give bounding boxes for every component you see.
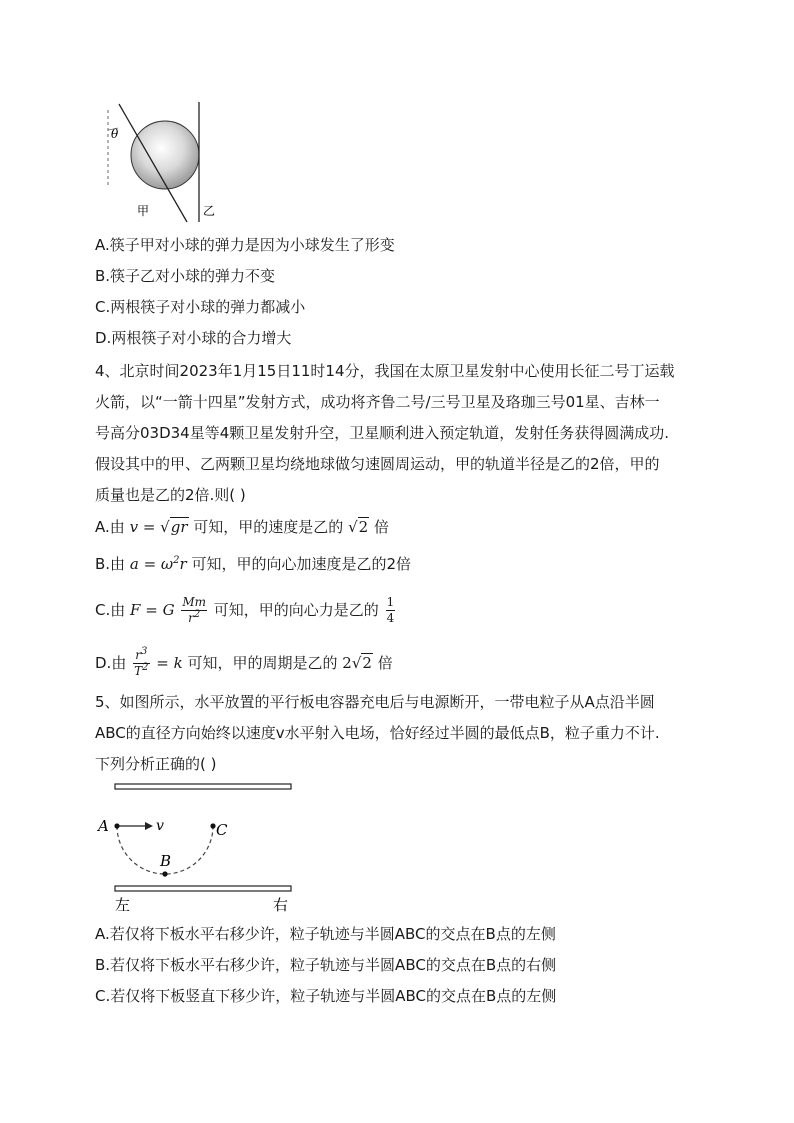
q4-option-a-post: 可知，甲的速度是乙的 xyxy=(193,518,344,536)
q4-option-b: B.由 $a = \omega^2r$ 可知，甲的向心加速度是乙的2倍 xyxy=(95,555,412,573)
upper-plate xyxy=(115,784,291,789)
q3-option-a: A.筷子甲对小球的弹力是因为小球发生了形变 xyxy=(95,236,395,254)
label-a: A xyxy=(98,817,109,835)
q5-line-1: 5、如图所示，水平放置的平行板电容器充电后与电源断开，一带电粒子从A点沿半圆 xyxy=(95,693,655,711)
lower-plate xyxy=(115,886,291,891)
q4-option-a-end: 倍 xyxy=(373,518,389,536)
point-a xyxy=(114,823,119,828)
q3-option-d: D.两根筷子对小球的合力增大 xyxy=(95,329,292,347)
q4-option-c-post: 可知，甲的向心力是乙的 xyxy=(213,601,379,619)
q4-option-d-formula: $\frac{r^3}{T^2}$ xyxy=(134,646,149,678)
q4-option-d-end: 倍 xyxy=(377,654,393,672)
q4-option-b-post: 可知，甲的向心加速度是乙的2倍 xyxy=(191,555,412,573)
q4-option-c-formula: F xyxy=(130,601,141,619)
q4-line-4: 假设其中的甲、乙两颗卫星均绕地球做匀速圆周运动，甲的轨道半径是乙的2倍，甲的 xyxy=(95,455,660,473)
capacitor-figure xyxy=(95,780,305,915)
q4-option-c-value: $\frac{1}{4}$ xyxy=(386,595,395,625)
q4-option-a-pre: A.由 xyxy=(95,518,125,536)
q4-option-c: C.由 F = G $\frac{Mm}{r^2}$ 可知，甲的向心力是乙的 $\frac{1}{4}$ xyxy=(95,595,395,625)
q4-option-d: D.由 $\frac{r^3}{T^2}$ = k 可知，甲的周期是乙的 2√2 倍 xyxy=(95,646,393,678)
q4-line-1: 4、北京时间2023年1月15日11时14分，我国在太原卫星发射中心使用长征二号丁运载 xyxy=(95,362,675,380)
q5-option-c: C.若仅将下板竖直下移少许，粒子轨迹与半圆ABC的交点在B点的左侧 xyxy=(95,987,557,1005)
q5-option-b: B.若仅将下板水平右移少许，粒子轨迹与半圆ABC的交点在B点的右侧 xyxy=(95,956,557,974)
ball xyxy=(131,121,199,189)
q4-option-c-pre: C.由 xyxy=(95,601,126,619)
q4-line-3: 号高分03D34星等4颗卫星发射升空，卫星顺利进入预定轨道，发射任务获得圆满成功. xyxy=(95,424,670,442)
velocity-arrowhead xyxy=(145,822,153,830)
q3-option-b: B.筷子乙对小球的弹力不变 xyxy=(95,267,276,285)
label-b: B xyxy=(160,852,172,870)
label-left: 左 xyxy=(115,896,131,914)
q4-option-a-formula: v xyxy=(129,518,139,536)
q4-option-b-pre: B.由 xyxy=(95,555,126,573)
q4-option-d-pre: D.由 xyxy=(95,654,127,672)
q4-option-b-formula: a xyxy=(129,555,139,573)
q4-line-2: 火箭，以“一箭十四星”发射方式，成功将齐鲁二号/三号卫星及珞珈三号01星、吉林一 xyxy=(95,393,660,411)
q4-option-a-value: √2 xyxy=(348,518,369,536)
q5-option-a: A.若仅将下板水平右移少许，粒子轨迹与半圆ABC的交点在B点的左侧 xyxy=(95,925,556,943)
theta-label: θ xyxy=(111,127,119,141)
q4-option-d-post: 可知，甲的周期是乙的 xyxy=(187,654,338,672)
label-v: v xyxy=(156,818,164,834)
label-right: 右 xyxy=(273,896,289,914)
q3-option-c: C.两根筷子对小球的弹力都减小 xyxy=(95,298,306,316)
q4-option-d-value: 2√2 xyxy=(342,654,372,672)
q5-line-2: ABC的直径方向始终以速度v水平射入电场，恰好经过半圆的最低点B，粒子重力不计. xyxy=(95,724,660,742)
point-c xyxy=(210,823,215,828)
q4-option-a: A.由 v = √gr 可知，甲的速度是乙的 √2 倍 xyxy=(95,518,389,536)
label-c: C xyxy=(216,821,228,839)
yi-label: 乙 xyxy=(203,204,216,218)
q4-line-5: 质量也是乙的2倍.则( ) xyxy=(95,486,246,504)
jia-label: 甲 xyxy=(137,204,150,218)
point-b xyxy=(162,871,167,876)
ball-chopsticks-figure xyxy=(95,98,225,226)
q5-line-3: 下列分析正确的( ) xyxy=(95,755,217,773)
